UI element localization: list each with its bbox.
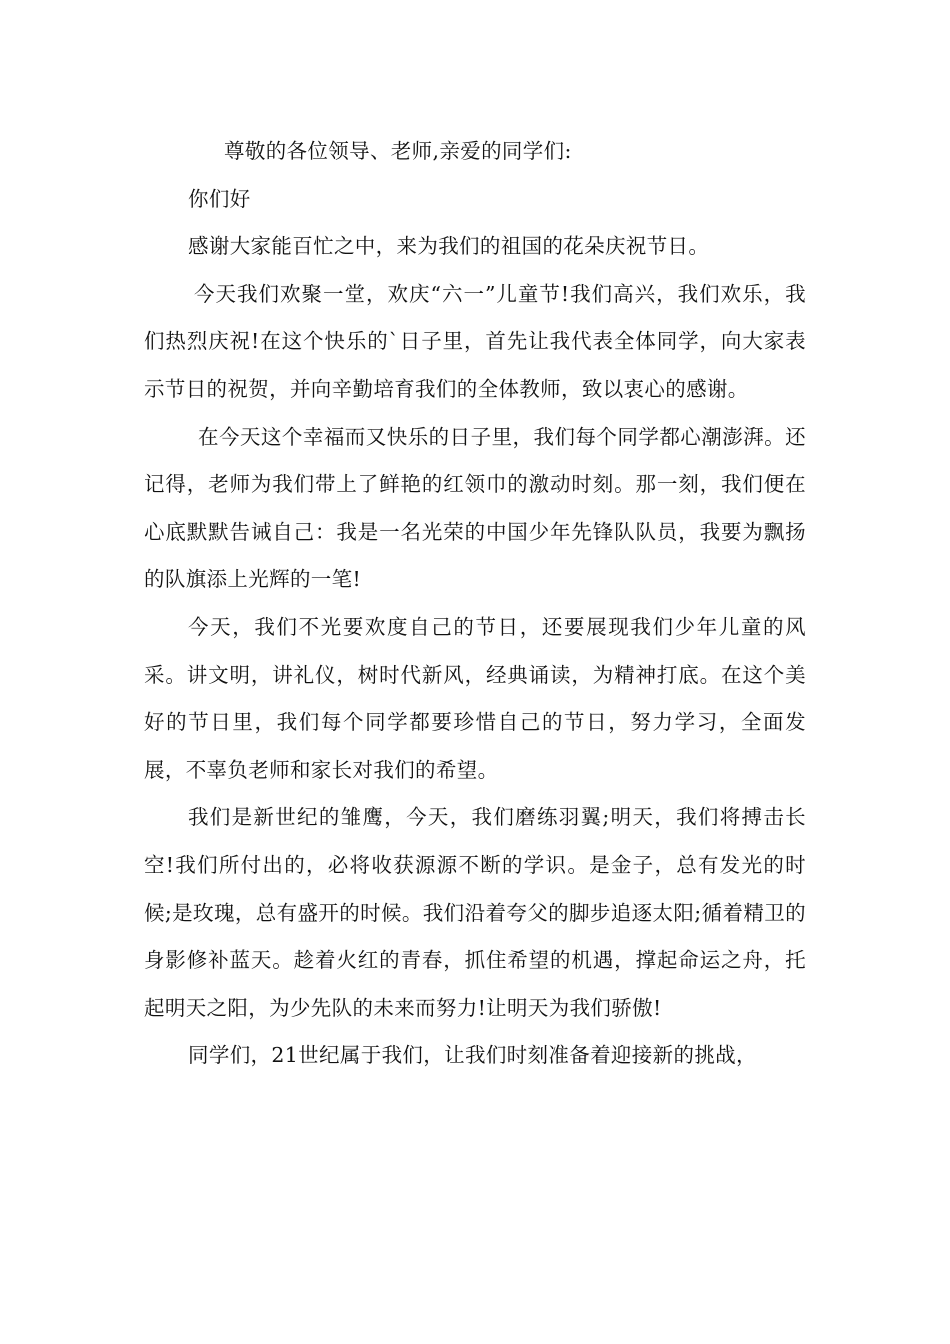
greeting-paragraph: 你们好 [188,186,251,211]
speech-text [144,128,806,1080]
body-paragraph: 我们是新世纪的雏鹰，今天，我们磨练羽翼;明天，我们将搏击长空!我们所付出的，必将收获源源不断的学识。是金子，总有发光的时候;是玫瑰，总有盛开的时候。我们沿着夸父的脚步追逐太阳;循着精卫的身影修补蓝天。趁着火红的青春，抓住希望的机遇，撑起命运之舟，托起明天之阳，为少先队的未来而努力!让明天为我们骄傲! [144,805,806,1020]
body-paragraph: 今天，我们不光要欢度自己的节日，还要展现我们少年儿童的风采。讲文明，讲礼仪，树时代新风，经典诵读，为精神打底。在这个美好的节日里，我们每个同学都要珍惜自己的节日，努力学习，全面发展，不辜负老师和家长对我们的希望。 [144,614,806,782]
body-paragraph: 同学们，21世纪属于我们，让我们时刻准备着迎接新的挑战， [188,1043,757,1068]
salutation-paragraph: 尊敬的各位领导、老师,亲爱的同学们: [224,139,572,163]
thanks-paragraph: 感谢大家能百忙之中，来为我们的祖国的花朵庆祝节日。 [188,234,710,259]
body-paragraph: 今天我们欢聚一堂，欢庆“六一”儿童节!我们高兴，我们欢乐，我们热烈庆祝!在这个快乐的`日子里，首先让我代表全体同学，向大家表示节日的祝贺，并向辛勤培育我们的全体教师，致以衷心的感谢。 [144,281,806,401]
body-paragraph: 在今天这个幸福而又快乐的日子里，我们每个同学都心潮澎湃。还记得，老师为我们带上了鲜艳的红领巾的激动时刻。那一刻，我们便在心底默默告诫自己：我是一名光荣的中国少年先锋队队员，我要为飘扬的队旗添上光辉的一笔! [144,424,806,592]
